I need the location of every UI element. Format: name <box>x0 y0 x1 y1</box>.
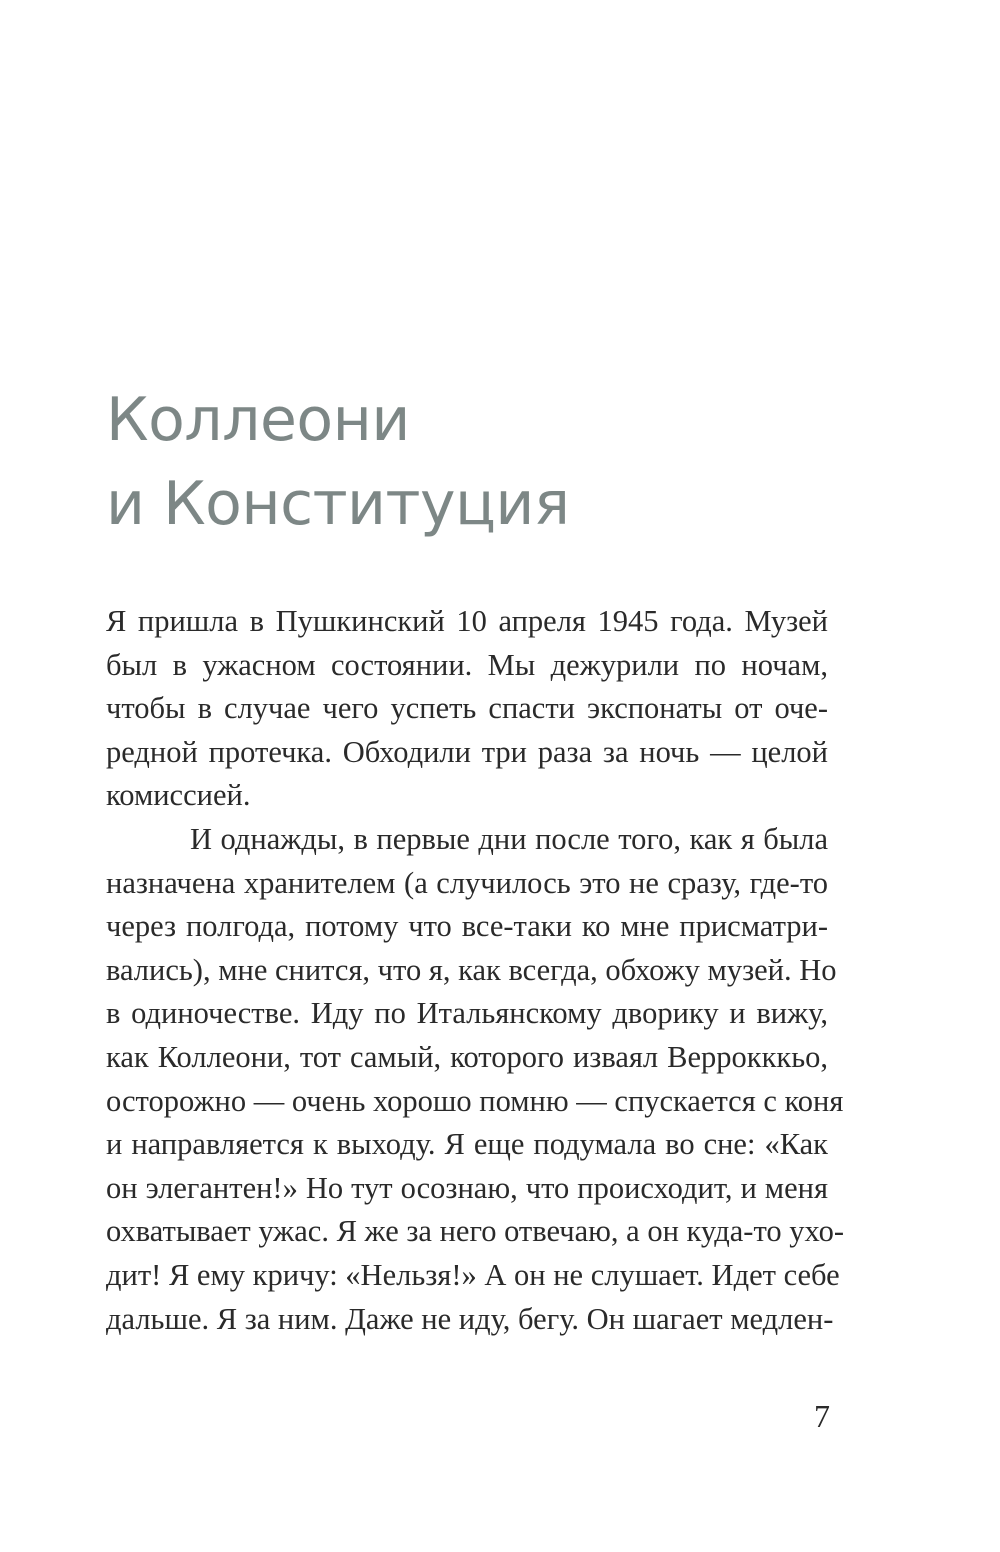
text-line: дит! Я ему кричу: «Нельзя!» А он не слушает. Идет себе <box>106 1257 840 1292</box>
text-line: дальше. Я за ним. Даже не иду, бегу. Он шагает медлен- <box>106 1301 834 1336</box>
text-line: вались), мне снится, что я, как всегда, обхожу музей. Но <box>106 952 837 987</box>
text-line: был в ужасном состоянии. Мы дежурили по ночам, <box>106 647 828 682</box>
paragraph-1 <box>106 600 828 818</box>
text-line: комиссией. <box>106 778 251 813</box>
paragraph-2 <box>106 818 845 1341</box>
text-line: чтобы в случае чего успеть спасти экспонаты от оче- <box>106 691 828 726</box>
body-text <box>106 600 845 1341</box>
text-line: через полгода, потому что все-таки ко мне присматри- <box>106 909 828 944</box>
text-line: как Коллеони, тот самый, которого изваял Веррокккьо, <box>106 1039 828 1074</box>
text-line: назначена хранителем (а случилось это не сразу, где-то <box>106 865 828 900</box>
text-line: он элегантен!» Но тут осознаю, что происходит, и меня <box>106 1170 828 1205</box>
text-line: охватывает ужас. Я же за него отвечаю, а он куда-то ухо- <box>106 1214 845 1249</box>
text-line: Я пришла в Пушкинский 10 апреля 1945 года. Музей <box>106 604 828 638</box>
chapter-title-line-1: Коллеони <box>106 385 410 455</box>
text-line: И однажды, в первые дни после того, как я была <box>190 821 828 856</box>
text-line: и направляется к выходу. Я еще подумала во сне: «Как <box>106 1127 828 1162</box>
text-line: осторожно — очень хорошо помню — спускается с коня <box>106 1083 844 1118</box>
text-line: редной протечка. Обходили три раза за ночь — целой <box>106 734 828 769</box>
chapter-title <box>106 378 906 546</box>
text-line: в одиночестве. Иду по Итальянскому дворику и вижу, <box>106 996 828 1031</box>
page-number: 7 <box>814 1398 830 1434</box>
chapter-title-line-2: и Конституция <box>106 469 570 539</box>
